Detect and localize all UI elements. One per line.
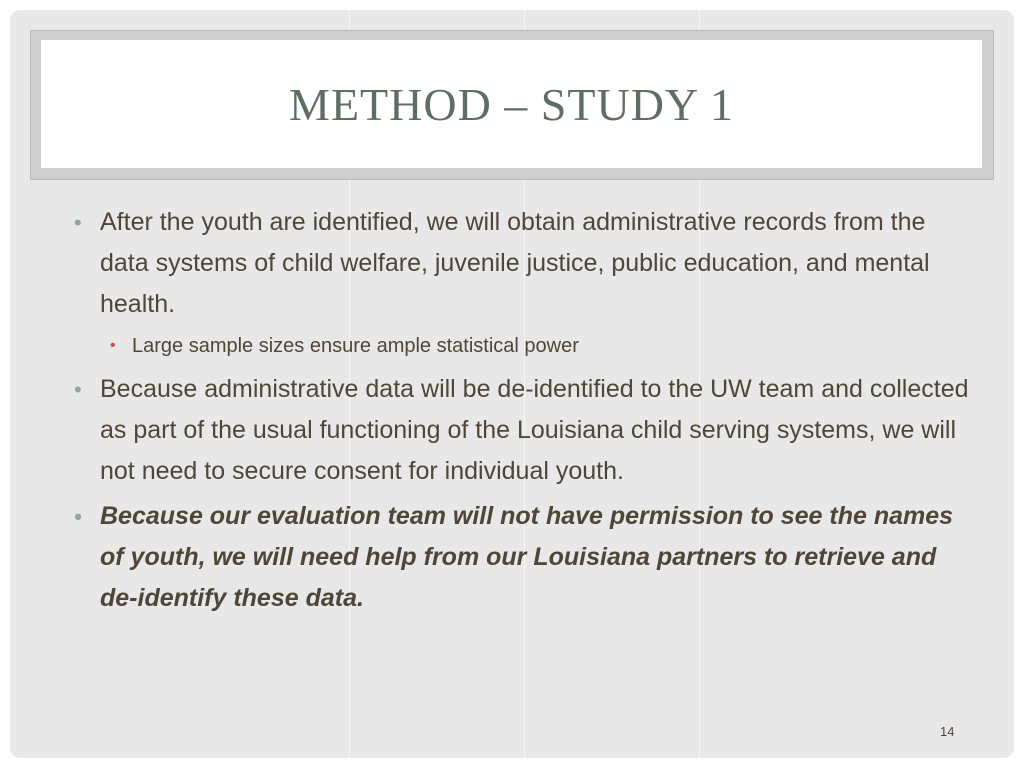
sub-bullet-item bbox=[70, 329, 970, 363]
bullet-icon: • bbox=[74, 377, 82, 402]
slide bbox=[10, 10, 1014, 758]
bullet-text: Because administrative data will be de-identified to the UW team and collected as part of the usual functioning of the Louisiana child serving systems, we will not need to secure consent for individual youth. bbox=[100, 375, 969, 485]
bullet-text: After the youth are identified, we will obtain administrative records from the data systems of child welfare, juvenile justice, public education, and mental health. bbox=[100, 208, 930, 318]
bullet-item-emphasized bbox=[70, 496, 970, 619]
slide-title: METHOD – STUDY 1 bbox=[289, 78, 734, 130]
title-frame bbox=[30, 30, 994, 180]
bullet-item bbox=[70, 202, 970, 325]
title-box bbox=[41, 40, 982, 168]
sub-bullet-icon: • bbox=[110, 337, 116, 354]
slide-body bbox=[70, 202, 970, 623]
bullet-item bbox=[70, 369, 970, 492]
page-number: 14 bbox=[940, 724, 955, 739]
bullet-icon: • bbox=[74, 504, 82, 529]
bullet-text: Because our evaluation team will not have permission to see the names of youth, we will need help from our Louisiana partners to retrieve and de-identify these data. bbox=[100, 502, 954, 612]
sub-bullet-text: Large sample sizes ensure ample statistical power bbox=[132, 335, 579, 357]
bullet-icon: • bbox=[74, 210, 82, 235]
